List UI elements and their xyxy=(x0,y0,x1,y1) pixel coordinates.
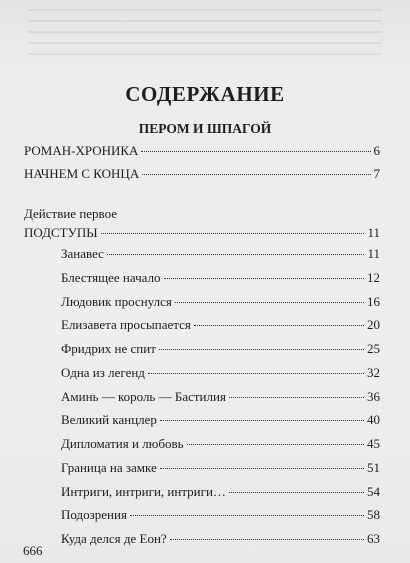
toc-entry-label: Дипломатия и любовь xyxy=(61,436,184,451)
leader-dots xyxy=(148,373,364,374)
toc-entry-label: Подозрения xyxy=(61,507,127,523)
toc-chapter-entry xyxy=(61,246,380,262)
toc-entry-label: Елизавета просыпается xyxy=(61,317,191,333)
toc-entry-page: 45 xyxy=(367,436,380,451)
toc-chapter-entry xyxy=(61,270,380,286)
toc-entry-page: 12 xyxy=(367,269,380,285)
toc-entry-start-from-end xyxy=(24,166,380,182)
toc-entry-page: 11 xyxy=(367,225,380,240)
leader-dots xyxy=(107,254,365,255)
toc-chapter-entry xyxy=(61,389,380,405)
toc-chapter-entry xyxy=(61,317,380,333)
page-number: 666 xyxy=(23,543,43,558)
toc-entry-label: Фридрих не спит xyxy=(61,341,156,356)
leader-dots xyxy=(160,468,364,469)
toc-chapter-entry xyxy=(61,412,380,428)
toc-entry-label: Граница на замке xyxy=(61,459,157,475)
leader-dots xyxy=(164,278,364,279)
leader-dots xyxy=(142,174,370,175)
toc-entry-label: Великий канцлер xyxy=(61,412,157,428)
leader-dots xyxy=(101,233,365,234)
leader-dots xyxy=(187,444,364,445)
toc-chapter-entry xyxy=(61,507,380,523)
toc-entry-label: Занавес xyxy=(61,246,104,261)
toc-entry-label: РОМАН-ХРОНИКА xyxy=(24,143,139,158)
toc-entry-page: 40 xyxy=(367,412,380,428)
part-label: Действие первое xyxy=(24,206,118,221)
leader-dots xyxy=(229,492,364,493)
toc-section-approaches xyxy=(24,225,380,241)
book-section-title: ПЕРОМ И ШПАГОЙ xyxy=(138,121,272,136)
toc-entry-page: 36 xyxy=(367,388,380,404)
toc-chapter-entry xyxy=(61,341,380,357)
toc-entry-page: 63 xyxy=(367,531,380,546)
toc-chapter-entry xyxy=(61,484,380,500)
leader-dots xyxy=(160,420,364,421)
leader-dots xyxy=(194,325,364,326)
toc-entry-page: 51 xyxy=(367,459,380,475)
leader-dots xyxy=(159,349,364,350)
toc-entry-page: 11 xyxy=(367,246,380,261)
leader-dots xyxy=(170,539,364,540)
page-title: СОДЕРЖАНИЕ xyxy=(125,82,285,106)
toc-entry-label: НАЧНЕМ С КОНЦА xyxy=(24,166,140,181)
toc-entry-page: 7 xyxy=(373,166,380,181)
toc-chapter-entry xyxy=(61,365,380,381)
show-through-text xyxy=(28,0,382,64)
toc-entry-page: 6 xyxy=(373,143,380,158)
toc-entry-label: Блестящее начало xyxy=(61,269,161,285)
toc-entry-page: 25 xyxy=(367,341,380,356)
leader-dots xyxy=(130,515,364,516)
toc-entry-page: 32 xyxy=(367,364,380,380)
toc-entry-novel-chronicle xyxy=(24,143,380,159)
toc-entry-label: Одна из легенд xyxy=(61,364,145,380)
toc-entry-label: Аминь — король — Бастилия xyxy=(61,388,226,404)
toc-entry-label: Людовик проснулся xyxy=(61,293,172,309)
toc-entry-page: 20 xyxy=(367,317,380,333)
toc-chapter-entry xyxy=(61,436,380,452)
toc-chapter-entry xyxy=(61,531,380,547)
toc-entry-label: ПОДСТУПЫ xyxy=(24,225,98,240)
toc-entry-page: 54 xyxy=(367,483,380,499)
toc-entry-label: Куда делся де Еон? xyxy=(61,531,167,546)
leader-dots xyxy=(141,151,370,152)
toc-entry-label: Интриги, интриги, интриги… xyxy=(61,483,226,499)
leader-dots xyxy=(229,397,364,398)
toc-chapter-entry xyxy=(61,294,380,310)
toc-entry-page: 58 xyxy=(367,507,380,523)
toc-entry-page: 16 xyxy=(367,293,380,309)
leader-dots xyxy=(175,302,364,303)
toc-chapter-entry xyxy=(61,460,380,476)
